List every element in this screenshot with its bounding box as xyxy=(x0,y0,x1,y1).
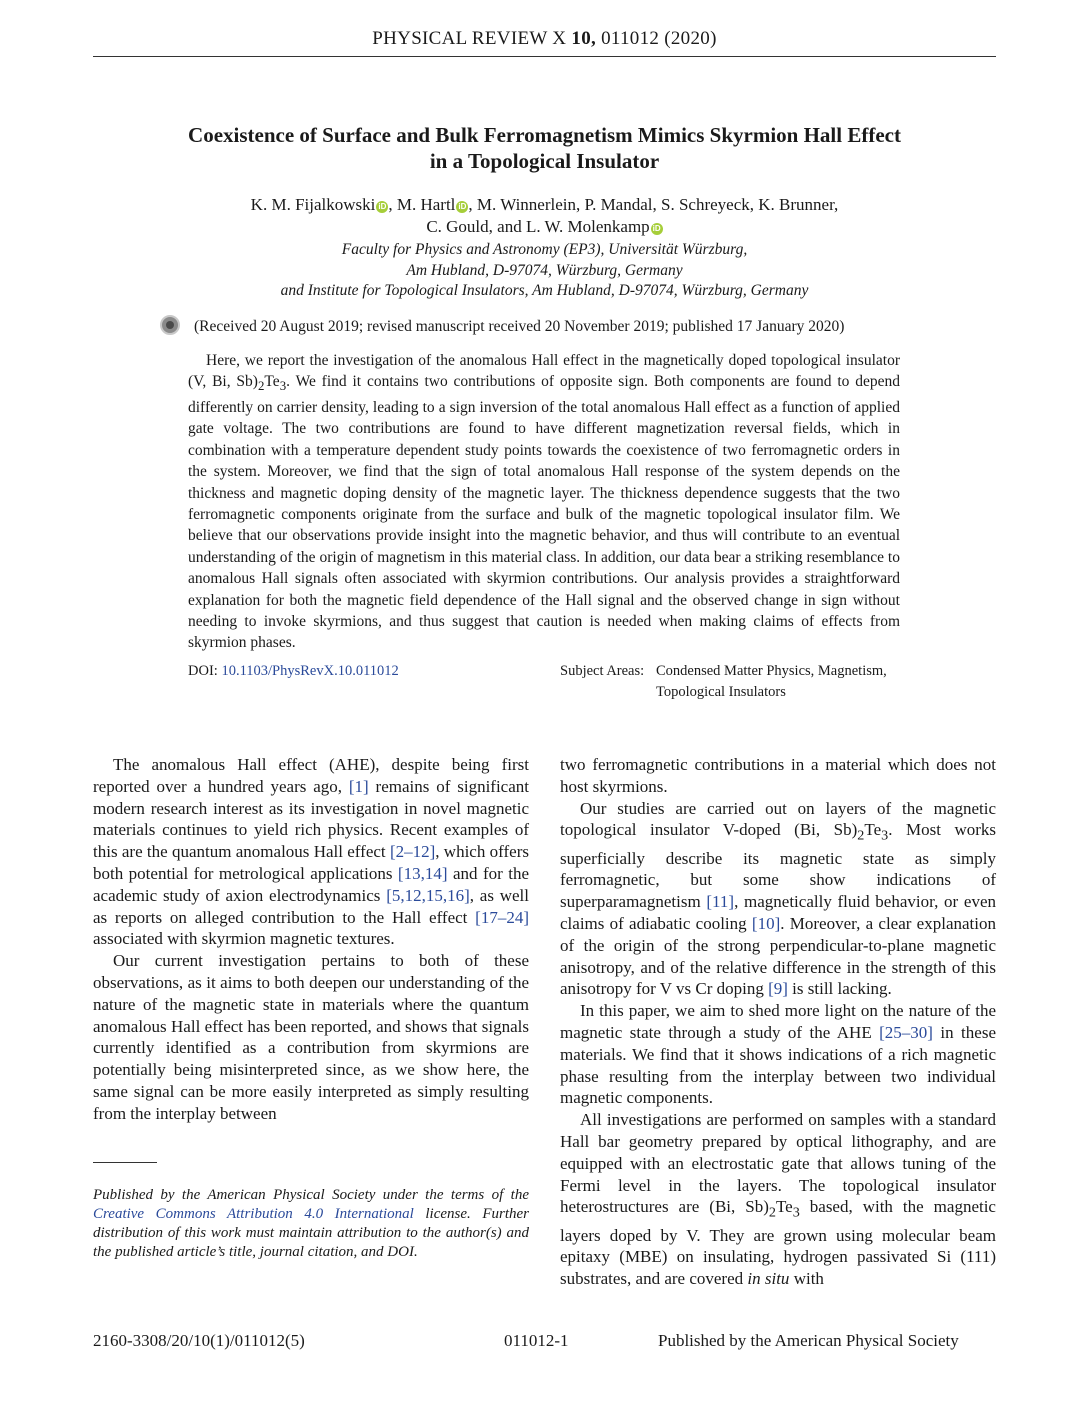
paragraph: The anomalous Hall effect (AHE), despite being first reported over a hundred years ago, [1] remains of significant modern research interest as its investigation in novel magnetic materials continues to yield rich physics. Recent examples of this are the quantum anomalous Hall effect [2–12], which offers both potential for metrological applications [13,14] and for the academic study of axion electrodynamics [5,12,15,16], as well as reports on alleged contribution to the Hall effect [17–24] associated with skyrmion magnetic textures. xyxy=(93,755,530,949)
paragraph: Our studies are carried out on layers of the magnetic topological insulator V-doped (Bi, $Sb)_2Te_3$. Most works superficially describe its magnetic state as simply ferromagnetic, but some show indications of superparamagnetism [11], magnetically fluid behavior, or even claims of adiabatic cooling [10]. Moreover, a clear explanation of the origin of the strong perpendicular-to-plane magnetic anisotropy, and of the relative difference in the strength of this anisotropy for V vs Cr doping [9] is still lacking. xyxy=(560,798,997,999)
volume-number: 10, xyxy=(571,28,597,49)
affiliation xyxy=(93,240,996,302)
citation-link[interactable]: [2–12] xyxy=(389,842,436,862)
body-column-right xyxy=(560,754,996,1290)
abstract xyxy=(188,350,900,654)
author-hartl[interactable]: , M. Hartl xyxy=(388,195,456,214)
title-line-1: Coexistence of Surface and Bulk Ferromagnetism Mimics Skyrmion Hall Effect xyxy=(188,123,901,147)
formula: (Bi, $Sb)_2Te_3$ xyxy=(794,820,889,844)
license-footnote: Published by the American Physical Society under the terms of the Creative Commons Attribution 4.0 International license. Further distribution of this work must maintain attribution to the author(s) and the published article’s title, journal citation, and DOI. xyxy=(93,1187,530,1260)
subject-label: Subject Areas: xyxy=(560,663,645,679)
citation-link[interactable]: [1] xyxy=(348,776,369,796)
title-line-2: in a Topological Insulator xyxy=(429,149,660,173)
journal-name: PHYSICAL REVIEW X xyxy=(372,28,567,49)
affiliation-line-3: and Institute for Topological Insulators, Am Hubland, D-97074, Würzburg, Germany xyxy=(280,282,809,299)
footnote-rule xyxy=(93,1162,157,1163)
abstract-text: Here, we report the investigation of the anomalous Hall effect in the magnetically doped topological insulator xyxy=(206,352,900,369)
received-dates xyxy=(160,315,940,337)
doi-link[interactable]: 10.1103/PhysRevX.10.011012 xyxy=(221,663,399,679)
doi xyxy=(188,661,399,682)
affiliation-line-1: Faculty for Physics and Astronomy (EP3), Universität Würzburg, xyxy=(341,241,748,258)
body-column-left xyxy=(93,754,529,1125)
emphasis: in situ xyxy=(747,1269,790,1289)
paragraph: In this paper, we aim to shed more light on the nature of the magnetic state through a study of the AHE [25–30] in these materials. We find that it shows indications of a rich magnetic phase resulting from the interplay between two individual magnetic components. xyxy=(560,1001,996,1108)
orcid-icon[interactable]: iD xyxy=(652,224,661,233)
orcid-icon[interactable]: iD xyxy=(378,202,387,211)
citation-link[interactable]: [9] xyxy=(768,979,788,999)
orcid-icon[interactable]: iD xyxy=(458,202,467,211)
header-rule xyxy=(93,56,996,57)
citation-link[interactable]: [11] xyxy=(706,892,735,912)
paragraph: Our current investigation pertains to both of these observations, as it aims to both deepen our understanding of the nature of the magnetic state in materials where the quantum anomalous Hall effect has been reported, and shows that signals currently identified as a contribution from skyrmions are potentially being misinterpreted since, as we show here, the same signal can be more easily interpreted as simply resulting from the interplay between xyxy=(93,951,529,1123)
footer-publisher: Published by the American Physical Society xyxy=(658,1331,959,1350)
received-text: (Received 20 August 2019; revised manuscript received 20 November 2019; published 17 January 2020) xyxy=(194,318,845,335)
article-title xyxy=(93,122,996,174)
affiliation-line-2: Am Hubland, D-97074, Würzburg, Germany xyxy=(406,261,683,279)
author-list-cont: , M. Winnerlein, P. Mandal, S. Schreyeck, K. Brunner, xyxy=(468,195,839,214)
running-header xyxy=(93,28,996,50)
doi-label: DOI: xyxy=(188,663,218,679)
formula: (V, Bi, $Sb)_2Te_3$ xyxy=(188,373,287,394)
article-number: 011012 (2020) xyxy=(601,28,717,49)
author-fijalkowski[interactable]: K. M. Fijalkowski xyxy=(250,195,376,214)
subject-line-1[interactable]: Condensed Matter Physics, Magnetism, xyxy=(656,663,887,679)
paragraph: All investigations are performed on samples with a standard Hall bar geometry prepared by optical lithography, and are equipped with an electrostatic gate that allows tuning of the Fermi level in the layers. The topological insulator heterostructures are (Bi, $Sb)_2Te_3$ based, with the magnetic layers doped by V. They are grown using molecular beam epitaxy (MBE) on insulating, hydrogen passivated Si (111) substrates, and are covered in situ with xyxy=(560,1110,996,1289)
paragraph: two ferromagnetic contributions in a material which does not host skyrmions. xyxy=(560,755,996,796)
subject-values xyxy=(656,661,906,703)
crossmark-icon[interactable] xyxy=(160,315,180,335)
abstract-text: . We find it contains two contributions of opposite sign. Both components are found to depend differently on carrier density, leading to a sign inversion of the total anomalous Hall effect as a function of applied gate voltage. The two contributions are found to have different magnetization reversal fields, which in combination with a temperature dependent study points towards the coexistence of two ferromagnetic orders in the system. Moreover, we find that the sign of total anomalous Hall response of the system depends on the thickness and magnetic doping density of the magnetic layer. The thickness dependence suggests that the two ferromagnetic components originate from the surface and bulk of the magnetic topological insulator film. We believe that our observations provide insight into the magnetic behavior, and thus will contribute to an eventual understanding of the origin of magnetism in this material class. In addition, our data bear a striking resemblance to anomalous Hall signals often associated with skyrmion contributions. Our analysis provides a straightforward explanation for both the magnetic field dependence of the Hall signal and the observed change in sign without needing to invoke skyrmions, and thus suggest that caution is needed when making claims of effects from skyrmion phases. xyxy=(188,373,900,652)
citation-link[interactable]: [5,12,15,16] xyxy=(386,885,470,905)
citation-link[interactable]: [13,14] xyxy=(397,863,448,883)
author-list xyxy=(93,194,996,238)
citation-link[interactable]: [25–30] xyxy=(879,1022,933,1042)
citation-link[interactable]: [10] xyxy=(751,913,781,933)
author-list-end: C. Gould, and L. W. Molenkamp xyxy=(426,217,650,236)
citation-link[interactable]: [17–24] xyxy=(475,907,529,927)
page-number: 011012-1 xyxy=(504,1331,569,1350)
subject-line-2[interactable]: Topological Insulators xyxy=(656,684,786,700)
license-link[interactable]: Creative Commons Attribution 4.0 International xyxy=(93,1206,414,1222)
formula: (Bi, $Sb)_2Te_3$ xyxy=(709,1197,800,1221)
footer-issn: 2160-3308/20/10(1)/011012(5) xyxy=(93,1331,305,1350)
